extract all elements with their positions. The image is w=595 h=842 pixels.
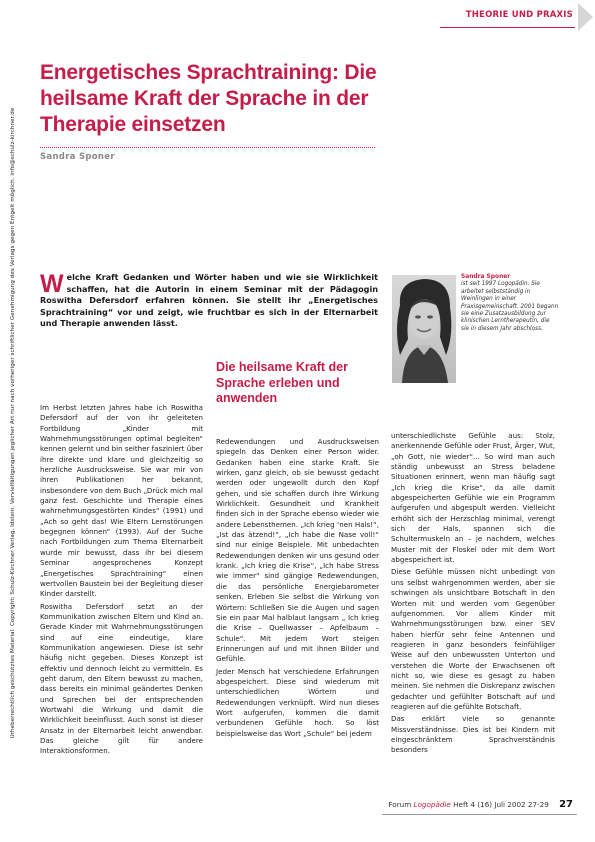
column-1 <box>40 403 203 759</box>
title-divider <box>40 147 375 148</box>
author-caption <box>461 274 559 333</box>
column-2 <box>216 437 379 741</box>
footer-rule <box>382 814 577 815</box>
page-footer <box>388 799 573 810</box>
caption-name: Sandra Sponer <box>461 274 511 280</box>
paragraph: Das erklärt viele so genannte Missverständnisse. Dies ist bei Kindern mit eingeschränktem Sprachverständnis besonders <box>391 714 555 755</box>
author-photo <box>392 275 456 383</box>
paragraph: Jeder Mensch hat verschiedene Erfahrungen abgespeichert. Diese sind wiederum mit unterschiedlichen Wörtern und Redewendungen verknüpft. Wird nun dieses Wort aufgerufen, kommen die damit verbundenen Gefühle hoch. So löst beispielsweise das Wort „Schule“ bei jedem <box>216 666 379 738</box>
article-title: Energetisches Sprachtraining: Die heilsame Kraft der Sprache in der Therapie einsetzen <box>40 61 377 136</box>
lead-text: elche Kraft Gedanken und Wörter haben und wie sie Wirklichkeit schaffen, hat die Autorin in einem Seminar mit der Pädagogin Roswitha Defersdorf erfahren können. Sie stellt ihr „Energetisches Sprachtraining“ vor und zeigt, wie fruchtbar es sich in der Elternarbeit und Therapie anwenden lässt. <box>40 272 378 329</box>
paragraph: Roswitha Defersdorf setzt an der Kommunikation zwischen Eltern und Kind an. Gerade Kinder mit Wahrnehmungsstörungen sind auf eine eindeutige, klare Kommunikation angewiesen. Diese ist sehr häufig nicht gegeben. Dieses Konzept ist effektiv und dennoch leicht zu vermitteln. Es geht darum, den Eltern bewusst zu machen, dass bereits ein minimal geändertes Denken und Sprechen bei der entsprechenden Wortwahl die Wirkung und damit die Wirklichkeit beeinflusst. Auch sonst ist dieser Ansatz in der Elternarbeit leicht anwendbar. Das gleiche gilt für andere Interaktionsformen. <box>40 601 203 756</box>
section-tag-line <box>440 27 575 28</box>
article-lead <box>40 272 378 330</box>
section-arrow-icon <box>578 3 593 31</box>
paragraph: unterschiedlichste Gefühle aus: Stolz, anerkennende Gefühle oder Frust, Ärger, Wut, „oh Gott, nie wieder“... So wird man auch ständig unbewusst an Stress beladene Situationen erinnert, wenn man häufig sagt „Ich krieg die Krise“, da alle damit abgespeicherten Gefühle wie ein Programm aufgerufen und abgespult werden. Vielleicht erhöht sich der Herzschlag minimal, verengt sich der Hals, spannen sich die Schultermuskeln an – je nachdem, welches Muster mit der Floskel oder mit dem Wort abgespeichert ist. <box>391 431 555 565</box>
drop-cap: W <box>40 270 64 298</box>
paragraph: Diese Gefühle müssen nicht unbedingt von uns selbst wahrgenommen werden, aber sie schwingen als unsichtbare Botschaft in den Worten mit und werden vom Gegenüber aufgenommen. Vor allem Kinder mit Wahrnehmungsstörungen bzw. einer SEV haben hierfür sehr feine Antennen und reagieren in ganz besonders feinfühliger Weise auf den unbewussten Unterton und verstehen die Worte der Erwachsenen oft nicht so, wie diese es gesagt zu haben meinen. Sie nehmen die Diskrepanz zwischen gedachter und gefühlter Botschaft auf und reagieren auf die gefühlte Botschaft. <box>391 567 555 711</box>
column-3 <box>391 431 555 758</box>
paragraph: Im Herbst letzten Jahres habe ich Roswitha Defersdorf auf der von ihr geleiteten Fortbildung „Kinder mit Wahrnehmungsstörungen optimal begleiten“ kennen gelernt und bin seither fasziniert über ihre direkte und klare und gleichzeitig so herzliche Ausdrucksweise. Sie war mir von ihren Publikationen her bekannt, insbesondere von dem Buch „Drück mich mal ganz fest. Geschichte und Therapie eines wahrnehmungsgestörten Kindes“ (1991) und „Ach so geht das! Wie Eltern Lernstörungen begegnen können“ (1993). Auf der Suche nach Fortbildungen zum Thema Elternarbeit wurde mir bewusst, dass ihr bei diesem Seminar angesprochenes Konzept „Energetisches Sprachtraining“ einen wertvollen Baustein bei der Begleitung dieser Kinder darstellt. <box>40 403 203 599</box>
page-number: 27 <box>559 799 573 810</box>
article-author: Sandra Sponer <box>40 152 115 162</box>
footer-issue: Heft 4 (16) Juli 2002 27-29 <box>453 800 549 809</box>
section-tag: THEORIE UND PRAXIS <box>465 10 573 20</box>
paragraph: Redewendungen und Ausdrucksweisen spiegeln das Denken einer Person wider. Gedanken haben eine starke Kraft. Sie wirken, ganz gleich, ob sie bewusst gedacht werden oder ungewollt durch den Kopf gehen, und sie schaffen durch ihre Wirkung Wirklichkeit. Gesundheit und Krankheit finden sich in der Sprache ebenso wieder wie andere Lebensthemen. „Ich krieg ‘nen Hals!“, „Ist das ätzend!“, „Ich habe die Nase voll!“ sind nur einige Beispiele. Mit unbedachten Redewendungen denken wir uns gesund oder krank. „Ich krieg die Krise“, „Ich habe Stress wie immer“ sind gängige Redewendungen, die das persönliche Energiebarometer senken. Erleben Sie selbst die Wirkung von Wörtern: Schließen Sie die Augen und sagen Sie ein paar Mal halblaut langsam „ Ich krieg die Krise – Quellwasser – Apfelbaum – Schule“. Mit jedem Wort steigen Erinnerungen auf und mit ihnen Bilder und Gefühle. <box>216 437 379 664</box>
footer-forum: Forum <box>388 800 412 809</box>
copyright-notice <box>6 28 20 818</box>
copyright-text: Urheberrechtlich geschütztes Material. Copyright: Schulz-Kirchner Verlag, Idstein. Vervielfältigungen jeglicher Art nur nach vorheriger schriftlicher Genehmigung des Verlags gegen Entgelt möglich. info@schulz-kirchner.de <box>10 107 16 739</box>
caption-text: ist seit 1997 Logopädin. Sie arbeitet selbstständig in Weinlingen in einer Praxisgemeinschaft. 2001 begann sie eine Zusatzausbildung zur klinischen Lerntherapeutin, die sie in diesem Jahr abschloss. <box>461 281 559 332</box>
footer-magazine: Logopädie <box>413 800 451 809</box>
subheading: Die heilsame Kraft der Sprache erleben und anwenden <box>216 360 348 405</box>
